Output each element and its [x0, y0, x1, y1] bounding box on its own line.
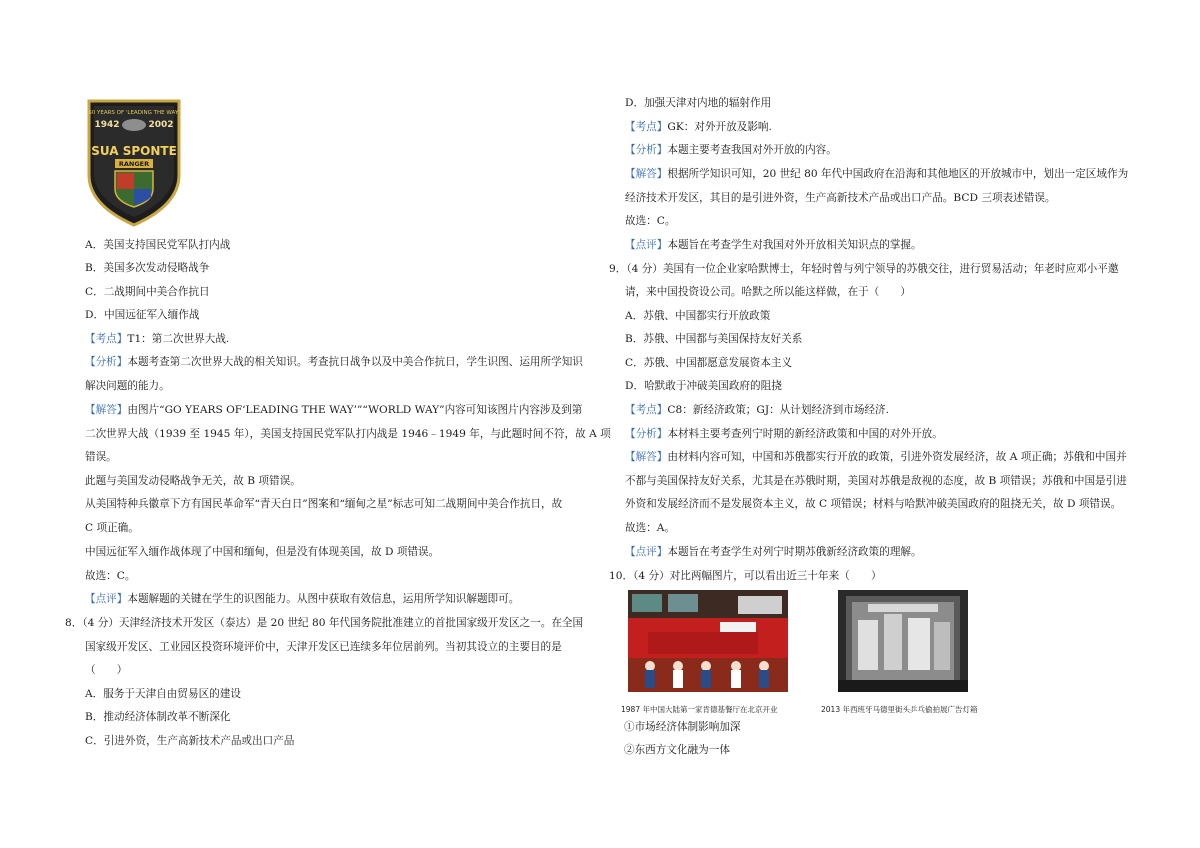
- dianping2-tag: 【点评】: [625, 546, 668, 558]
- q9-option-c: C．苏俄、中国都愿意发展资本主义: [625, 357, 793, 369]
- jieda-text-5: 从美国特种兵徽章下方有国民革命军“青天白日”图案和“缅甸之星”标志可知二战期间中美合作抗日，故: [85, 498, 563, 510]
- jieda-text-r3: 故选：C。: [625, 215, 676, 227]
- fenxi-text: 本题考查第二次世界大战的相关知识。考查抗日战争以及中美合作抗日，学生识图、运用所学知识: [127, 356, 583, 368]
- jieda2-tag: 【解答】: [625, 451, 668, 463]
- jieda-text-2: 二次世界大战（1939 至 1945 年），美国支持国民党军队打内战是 1946﹣1949 年，与此题时间不符，故 A 项: [85, 428, 611, 440]
- kaodian2-line: [625, 403, 889, 417]
- q9-option-d: D．哈默敢于冲破美国政府的阻挠: [625, 380, 782, 392]
- jieda2-text-4: 故选：A。: [625, 522, 676, 534]
- ranger-badge-image: [85, 97, 183, 227]
- fenxi2-text: 本材料主要考查列宁时期的新经济政策和中国的对外开放。: [667, 428, 943, 440]
- jieda2-text: 由材料内容可知，中国和苏俄都实行开放的政策，引进外资发展经济，故 A 项正确；苏俄和中国并: [667, 451, 1127, 463]
- kaodian-tag-r: 【考点】: [625, 121, 668, 133]
- fenxi2-line: [625, 427, 943, 441]
- q8-option-c: C．引进外资，生产高新技术产品或出口产品: [85, 735, 295, 747]
- kaodian-line-r: [625, 120, 772, 134]
- kaodian-text: T1：第二次世界大战.: [127, 333, 230, 345]
- fenxi-tag: 【分析】: [85, 356, 128, 368]
- fenxi-line-r: [625, 143, 837, 157]
- dianping2-text: 本题旨在考查学生对列宁时期苏俄新经济政策的理解。: [667, 546, 922, 558]
- jieda2-line: [625, 450, 1127, 464]
- dianping-line-r: [625, 238, 922, 252]
- q10-item-1: ①市场经济体制影响加深: [624, 721, 741, 733]
- jieda-text-7: 中国远征军入缅作战体现了中国和缅甸，但是没有体现美国，故 D 项错误。: [85, 546, 440, 558]
- kaodian2-text: C8：新经济政策；GJ：从计划经济到市场经济.: [667, 404, 889, 416]
- q8-option-d: D．加强天津对内地的辐射作用: [625, 97, 772, 109]
- dianping-tag: 【点评】: [85, 593, 128, 605]
- q10-stem: 10．（4 分）对比两幅图片，可以看出近三十年来（ ）: [609, 570, 882, 582]
- fenxi-tag-r: 【分析】: [625, 144, 668, 156]
- fenxi2-tag: 【分析】: [625, 428, 668, 440]
- option-d: D．中国远征军入缅作战: [85, 309, 200, 321]
- dianping-line: [85, 592, 519, 606]
- photo-caption-right: 2013 年西班牙马德里街头乒乓偷拍展广告灯箱: [821, 705, 978, 714]
- jieda-text: 由图片“GO YEARS OF‘LEADING THE WAY’”“WORLD WAY”内容可知该图片内容涉及到第: [127, 404, 583, 416]
- kfc-beijing-photo: [628, 590, 788, 692]
- q9-stem-1: 9．（4 分）美国有一位企业家哈默博士，年轻时曾与列宁领导的苏俄交往，进行贸易活动；年老时应邓小平邀: [609, 263, 1119, 275]
- dianping-text-r: 本题旨在考查学生对我国对外开放相关知识点的掌握。: [667, 239, 922, 251]
- fenxi-text-r: 本题主要考查我国对外开放的内容。: [667, 144, 837, 156]
- badge-top-text: 60 YEARS OF 'LEADING THE WAY': [88, 110, 180, 116]
- badge-year-right: 2002: [148, 120, 174, 130]
- q10-item-2: ②东西方文化融为一体: [624, 744, 730, 756]
- badge-year-left: 1942: [94, 120, 120, 130]
- dianping-text: 本题解题的关键在学生的识图能力。从图中获取有效信息，运用所学知识解题即可。: [127, 593, 520, 605]
- option-b: B．美国多次发动侵略战争: [85, 262, 210, 274]
- q8-option-b: B．推动经济体制改革不断深化: [85, 711, 231, 723]
- option-a: A．美国支持国民党军队打内战: [85, 239, 231, 251]
- kaodian2-tag: 【考点】: [625, 404, 668, 416]
- dianping-tag-r: 【点评】: [625, 239, 668, 251]
- kaodian-tag: 【考点】: [85, 333, 128, 345]
- fenxi-text-cont: 解决问题的能力。: [85, 380, 170, 392]
- jieda-text-8: 故选：C。: [85, 570, 136, 582]
- jieda-text-4: 此题与美国发动侵略战争无关，故 B 项错误。: [85, 475, 301, 487]
- badge-scroll: RANGER: [118, 160, 150, 168]
- jieda-text-r2: 经济技术开发区，其目的是引进外资，生产高新技术产品或出口产品。BCD 三项表述错误。: [625, 192, 1056, 204]
- q8-option-a: A．服务于天津自由贸易区的建设: [85, 688, 241, 700]
- dianping2-line: [625, 545, 922, 559]
- jieda-text-6: C 项正确。: [85, 522, 139, 534]
- kaodian-text-r: GK：对外开放及影响.: [667, 121, 772, 133]
- jieda-line-r: [625, 167, 1128, 181]
- jieda-text-3: 错误。: [85, 451, 117, 463]
- jieda-text-r: 根据所学知识可知，20 世纪 80 年代中国政府在沿海和其他地区的开放城市中，划出一定区域作为: [667, 168, 1129, 180]
- q8-stem-2: 国家级开发区、工业园区投资环境评价中，天津开发区已连续多年位居前列。当初其设立的主要目的是: [85, 641, 562, 653]
- jieda2-text-2: 不都与美国保持友好关系，尤其是在苏俄时期，美国对苏俄是敌视的态度，故 B 项错误；苏俄和中国是引进: [625, 475, 1127, 487]
- q8-stem-3: （ ）: [85, 664, 128, 676]
- jieda-line: [85, 403, 582, 417]
- photo-caption-left: 1987 年中国大陆第一家肯德基餐厅在北京开业: [621, 705, 778, 714]
- jieda2-text-3: 外资和发展经济而不是发展资本主义，故 C 项错误；材料与哈默冲破美国政府的阻挠无关，故 D 项错误。: [625, 498, 1122, 510]
- q9-stem-2: 请，来中国投资设公司。哈默之所以能这样做，在于（ ）: [625, 286, 912, 298]
- option-c: C．二战期间中美合作抗日: [85, 286, 210, 298]
- fenxi-line: [85, 355, 583, 369]
- q9-option-a: A．苏俄、中国都实行开放政策: [625, 310, 771, 322]
- madrid-billboard-photo: [838, 590, 968, 692]
- jieda-tag: 【解答】: [85, 404, 128, 416]
- q8-stem-1: 8．（4 分）天津经济技术开发区（泰达）是 20 世纪 80 年代国务院批准建立的首批国家级开发区之一。在全国: [65, 617, 584, 629]
- q9-option-b: B．苏俄、中国都与美国保持友好关系: [625, 333, 803, 345]
- kaodian-line: [85, 332, 229, 346]
- jieda-tag-r: 【解答】: [625, 168, 668, 180]
- badge-motto: SUA SPONTE: [91, 144, 177, 158]
